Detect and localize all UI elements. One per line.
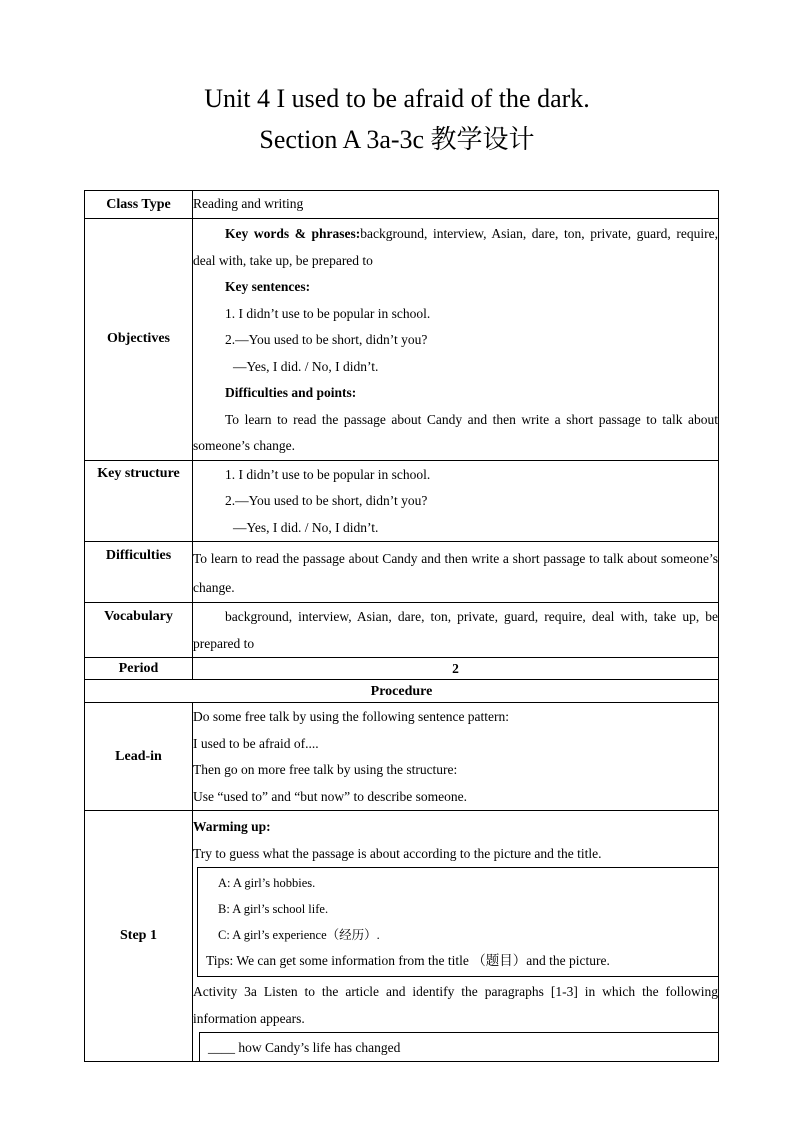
difficulties-value: To learn to read the passage about Candy and then write a short passage to talk about someone’s change. — [193, 542, 719, 603]
key-words-label: Key words & phrases: — [225, 226, 361, 241]
class-type-label: Class Type — [85, 191, 193, 219]
row-procedure — [85, 680, 719, 703]
key-structure-sentence-3: —Yes, I did. / No, I didn’t. — [233, 519, 379, 535]
activity-3a: Activity 3a Listen to the article and identify the paragraphs [1-3] in which the following information appears. — [193, 984, 718, 1026]
row-lead-in — [85, 703, 719, 811]
difficulties-label: Difficulties — [85, 542, 193, 603]
key-sentences-label: Key sentences: — [225, 279, 311, 294]
period-value: 2 — [193, 658, 719, 680]
step-1-content — [193, 811, 719, 1062]
vocabulary-value: background, interview, Asian, dare, ton, private, guard, require, deal with, take up, be prepared to — [193, 603, 719, 658]
options-box — [197, 867, 719, 977]
tips-text: Tips: We can get some information from the title （题目）and the picture. — [206, 953, 610, 968]
option-b: B: A girl’s school life. — [218, 902, 329, 916]
key-structure-label: Key structure — [85, 460, 193, 542]
lead-in-content — [193, 703, 719, 811]
row-objectives — [85, 219, 719, 461]
period-label: Period — [85, 658, 193, 680]
guess-instruction: Try to guess what the passage is about according to the picture and the title. — [193, 845, 602, 861]
row-step-1 — [85, 811, 719, 1062]
objectives-sentence-3: —Yes, I did. / No, I didn’t. — [233, 358, 379, 374]
key-structure-sentence-1: 1. I didn’t use to be popular in school. — [225, 466, 431, 482]
blank-item-box — [199, 1032, 719, 1061]
lead-in-line-3: Then go on more free talk by using the structure: — [193, 762, 458, 777]
difficulties-points-label: Difficulties and points: — [225, 385, 357, 400]
option-a: A: A girl’s hobbies. — [218, 876, 316, 890]
objectives-sentence-2: 2.—You used to be short, didn’t you? — [225, 332, 428, 347]
row-key-structure — [85, 460, 719, 542]
blank-item: ____ how Candy’s life has changed — [208, 1040, 401, 1055]
key-structure-sentence-2: 2.—You used to be short, didn’t you? — [225, 493, 428, 508]
procedure-header: Procedure — [85, 680, 719, 703]
objectives-label: Objectives — [85, 219, 193, 461]
key-words-value: background, interview, Asian, dare, ton, private, guard, require, deal with, take up, be prepared to — [193, 226, 718, 268]
class-type-value: Reading and writing — [193, 191, 719, 219]
difficulties-points-value: To learn to read the passage about Candy and then write a short passage to talk about someone’s change. — [193, 411, 718, 453]
row-class-type — [85, 191, 719, 219]
page-subtitle: Section A 3a-3c 教学设计 — [259, 125, 535, 154]
page-title: Unit 4 I used to be afraid of the dark. — [204, 84, 590, 113]
key-structure-content — [193, 460, 719, 542]
lead-in-line-4: Use “used to” and “but now” to describe someone. — [193, 788, 468, 804]
row-vocabulary — [85, 603, 719, 658]
objectives-content — [193, 219, 719, 461]
row-period — [85, 658, 719, 680]
objectives-sentence-1: 1. I didn’t use to be popular in school. — [225, 305, 431, 321]
row-difficulties — [85, 542, 719, 603]
lead-in-line-1: Do some free talk by using the following sentence pattern: — [193, 709, 510, 724]
lead-in-label: Lead-in — [85, 703, 193, 811]
vocabulary-label: Vocabulary — [85, 603, 193, 658]
lead-in-line-2: I used to be afraid of.... — [193, 735, 319, 751]
key-words — [193, 221, 718, 274]
step-1-label: Step 1 — [85, 811, 193, 1062]
lesson-plan-table — [84, 190, 719, 1062]
warming-up-label: Warming up: — [193, 819, 271, 834]
option-c: C: A girl’s experience（经历）. — [218, 928, 380, 942]
